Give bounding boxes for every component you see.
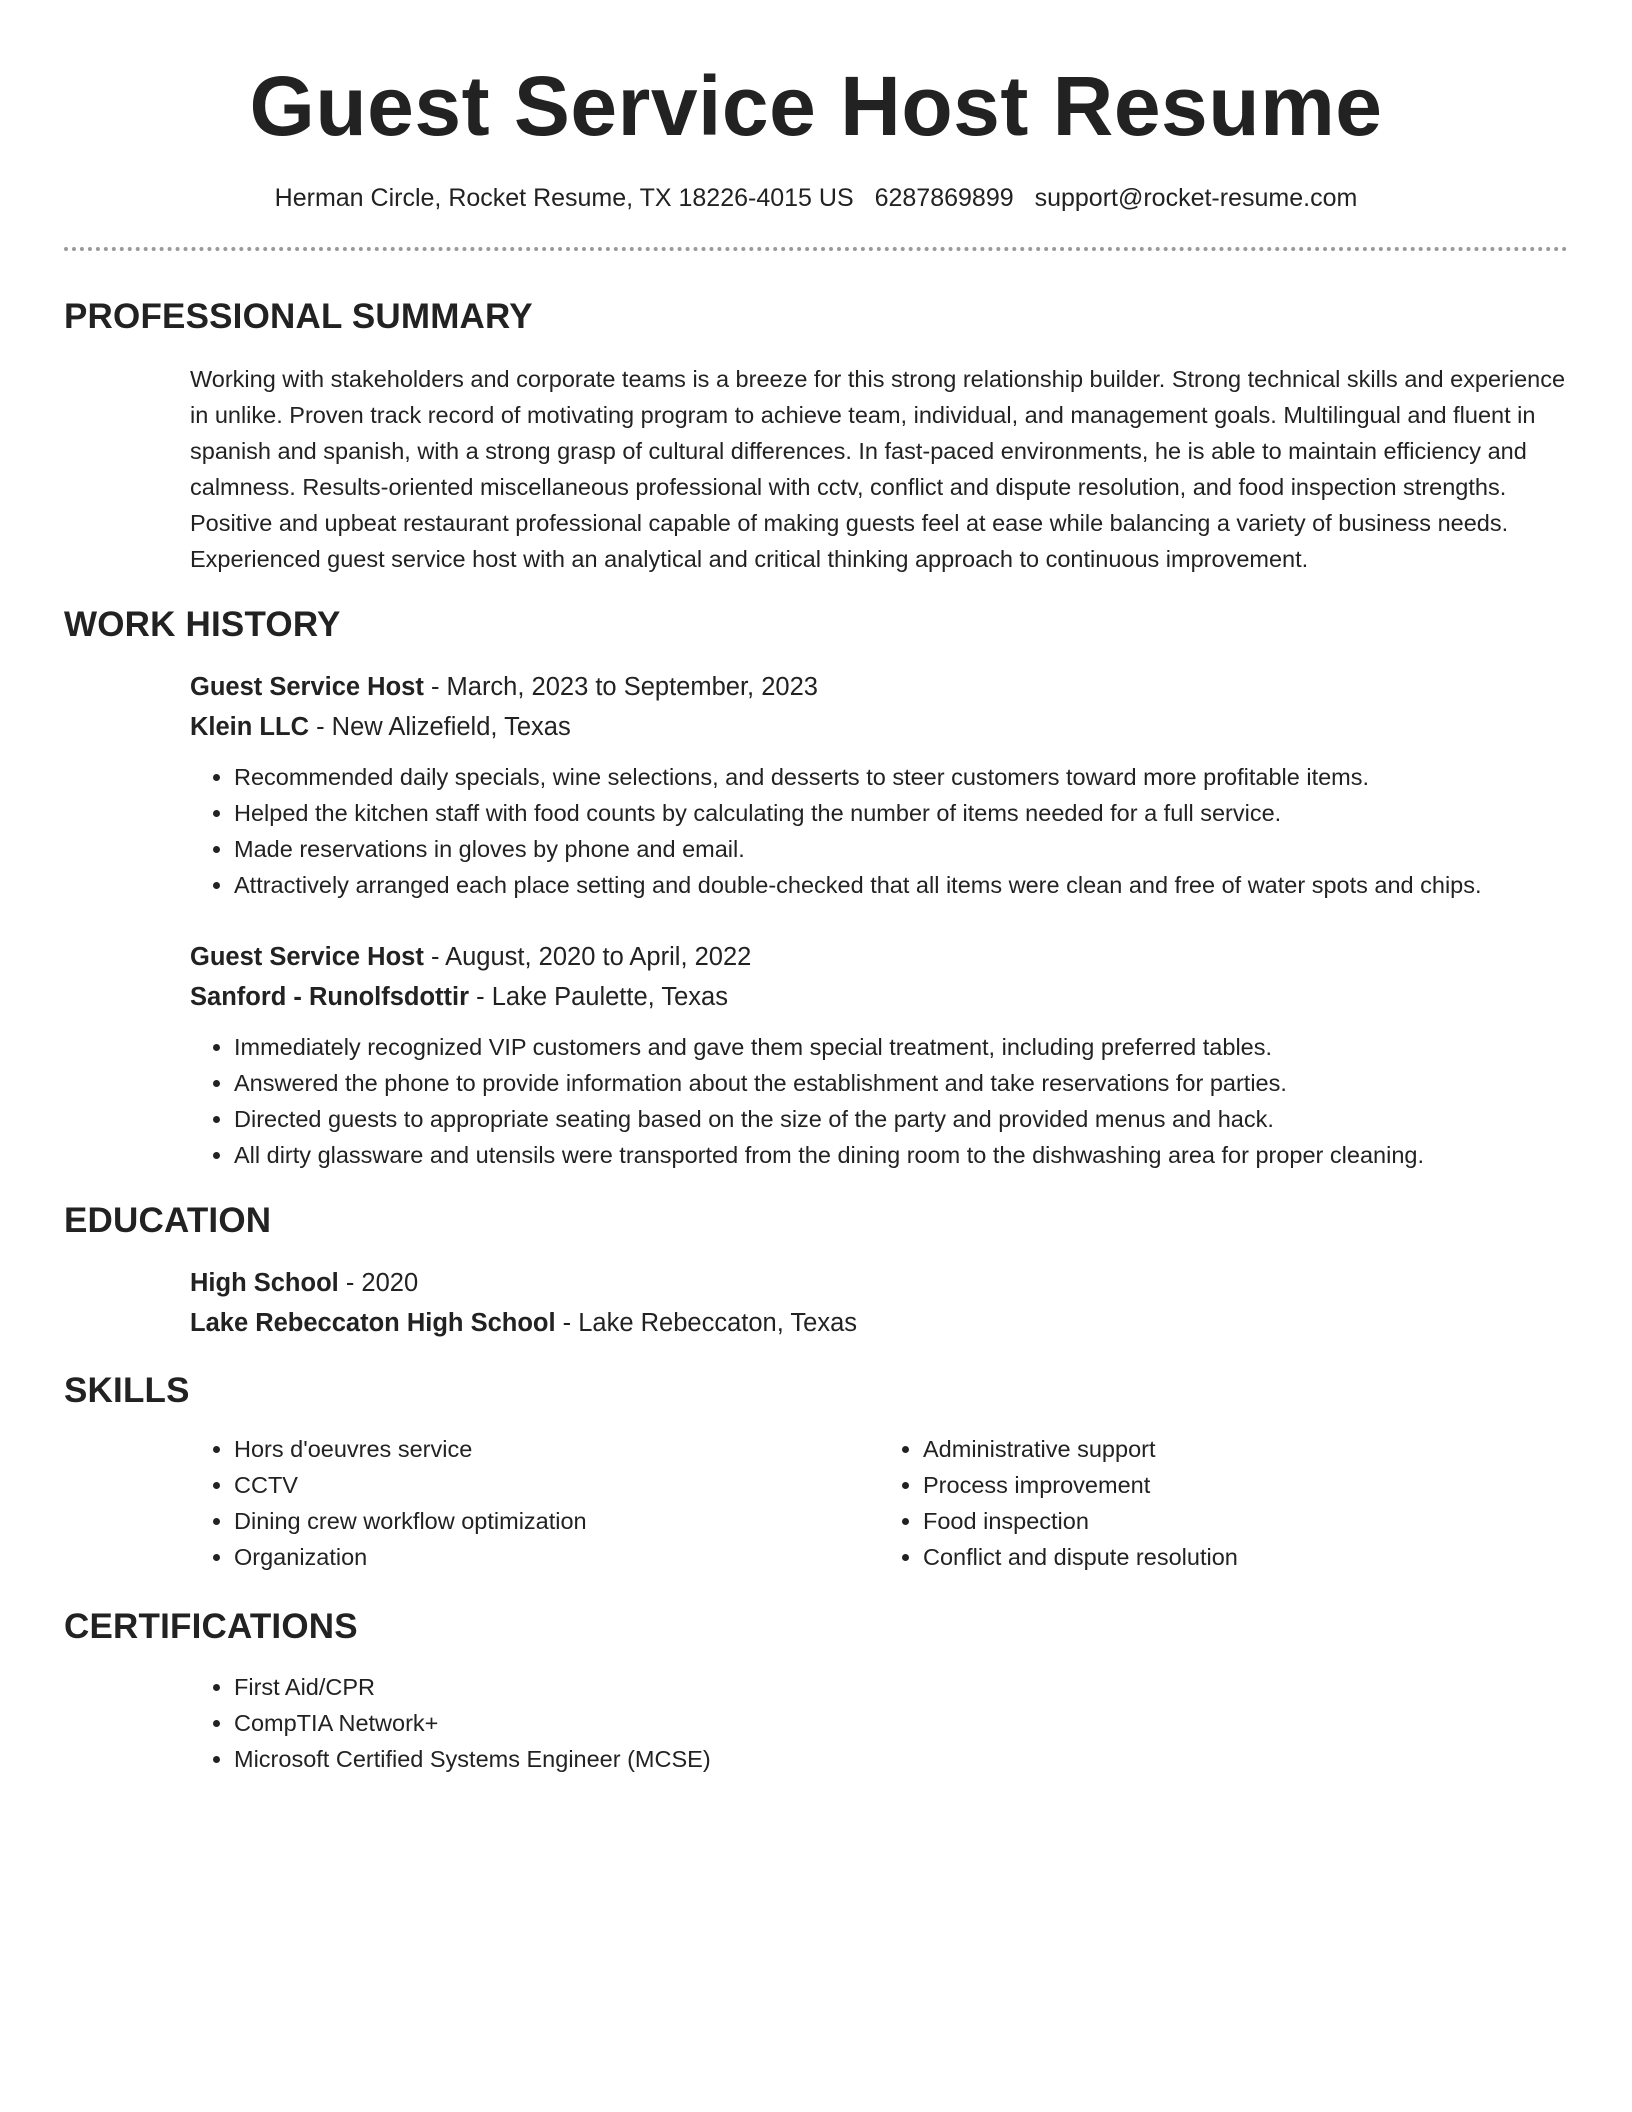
job-location: - Lake Paulette, Texas <box>469 983 728 1011</box>
list-item: • First Aid/CPR <box>234 1669 1568 1705</box>
education-location: - Lake Rebeccaton, Texas <box>555 1309 858 1337</box>
education-school-line <box>190 1303 1568 1343</box>
education-heading: EDUCATION <box>64 1201 272 1240</box>
job-title: Guest Service Host <box>190 943 424 971</box>
summary-text: Working with stakeholders and corporate teams is a breeze for this strong relationship builder. Strong technical skills and experience in unlike. Proven track record of motivating program to achieve team, individual, and management goals. Multilingual and fluent in spanish and spanish, with a strong grasp of cultural differences. In fast-paced environments, he is able to maintain efficiency and calmness. Results-oriented miscellaneous professional with cctv, conflict and dispute resolution, and food inspection strengths. Positive and upbeat restaurant professional capable of making guests feel at ease while balancing a variety of business needs. Experienced guest service host with an analytical and critical thinking approach to continuous improvement. <box>190 366 1566 572</box>
job-company-line <box>190 977 1568 1017</box>
skills-section <box>190 1431 1568 1575</box>
list-item: • Food inspection <box>923 1503 1568 1539</box>
job-location: - New Alizefield, Texas <box>309 713 571 741</box>
list-item: • Conflict and dispute resolution <box>923 1539 1568 1575</box>
job-dates: - August, 2020 to April, 2022 <box>423 943 752 971</box>
job-duties <box>190 1029 1568 1173</box>
work-history-section <box>190 667 1568 1173</box>
list-item: • CompTIA Network+ <box>234 1705 1568 1741</box>
job-company-line <box>190 707 1568 747</box>
resume-title: Guest Service Host Resume <box>249 59 1383 153</box>
list-item: • Recommended daily specials, wine selections, and desserts to steer customers toward more profitable items. <box>234 759 1568 795</box>
list-item: • All dirty glassware and utensils were transported from the dining room to the dishwashing area for proper cleaning. <box>234 1137 1568 1173</box>
skills-list-right <box>879 1431 1568 1575</box>
certifications-list <box>190 1669 1568 1777</box>
list-item: • Immediately recognized VIP customers and gave them special treatment, including preferred tables. <box>234 1029 1568 1065</box>
job-title-line <box>190 667 1568 707</box>
list-item: • Hors d'oeuvres service <box>234 1431 879 1467</box>
contact-line <box>64 184 1568 213</box>
job-entry <box>190 937 1568 1173</box>
list-item: • Microsoft Certified Systems Engineer (MCSE) <box>234 1741 1568 1777</box>
education-school: Lake Rebeccaton High School <box>190 1309 556 1337</box>
work-history-heading: WORK HISTORY <box>64 605 341 644</box>
certifications-heading: CERTIFICATIONS <box>64 1607 358 1646</box>
job-entry <box>190 667 1568 903</box>
education-section <box>190 1263 1568 1343</box>
header-divider <box>64 247 1568 251</box>
job-title: Guest Service Host <box>190 673 424 701</box>
list-item: • Process improvement <box>923 1467 1568 1503</box>
job-dates: - March, 2023 to September, 2023 <box>423 673 818 701</box>
skills-heading: SKILLS <box>64 1371 190 1410</box>
list-item: • Dining crew workflow optimization <box>234 1503 879 1539</box>
summary-heading: PROFESSIONAL SUMMARY <box>64 297 533 336</box>
skills-list-left <box>190 1431 879 1575</box>
summary-section <box>190 361 1568 577</box>
certifications-section <box>190 1669 1568 1777</box>
list-item: • Attractively arranged each place setting and double-checked that all items were clean and free of water spots and chips. <box>234 867 1568 903</box>
job-company: Klein LLC <box>190 713 309 741</box>
contact-email: support@rocket-resume.com <box>1034 184 1358 212</box>
education-degree: High School <box>190 1269 339 1297</box>
job-duties <box>190 759 1568 903</box>
contact-phone: 6287869899 <box>874 184 1014 212</box>
list-item: • Organization <box>234 1539 879 1575</box>
list-item: • Helped the kitchen staff with food counts by calculating the number of items needed for a full service. <box>234 795 1568 831</box>
job-title-line <box>190 937 1568 977</box>
list-item: • Administrative support <box>923 1431 1568 1467</box>
contact-address: Herman Circle, Rocket Resume, TX 18226-4015 US <box>274 184 854 212</box>
list-item: • Made reservations in gloves by phone and email. <box>234 831 1568 867</box>
education-degree-line <box>190 1263 1568 1303</box>
list-item: • CCTV <box>234 1467 879 1503</box>
education-year: - 2020 <box>338 1269 419 1297</box>
job-company: Sanford - Runolfsdottir <box>190 983 470 1011</box>
list-item: • Directed guests to appropriate seating based on the size of the party and provided menus and hack. <box>234 1101 1568 1137</box>
list-item: • Answered the phone to provide information about the establishment and take reservations for parties. <box>234 1065 1568 1101</box>
